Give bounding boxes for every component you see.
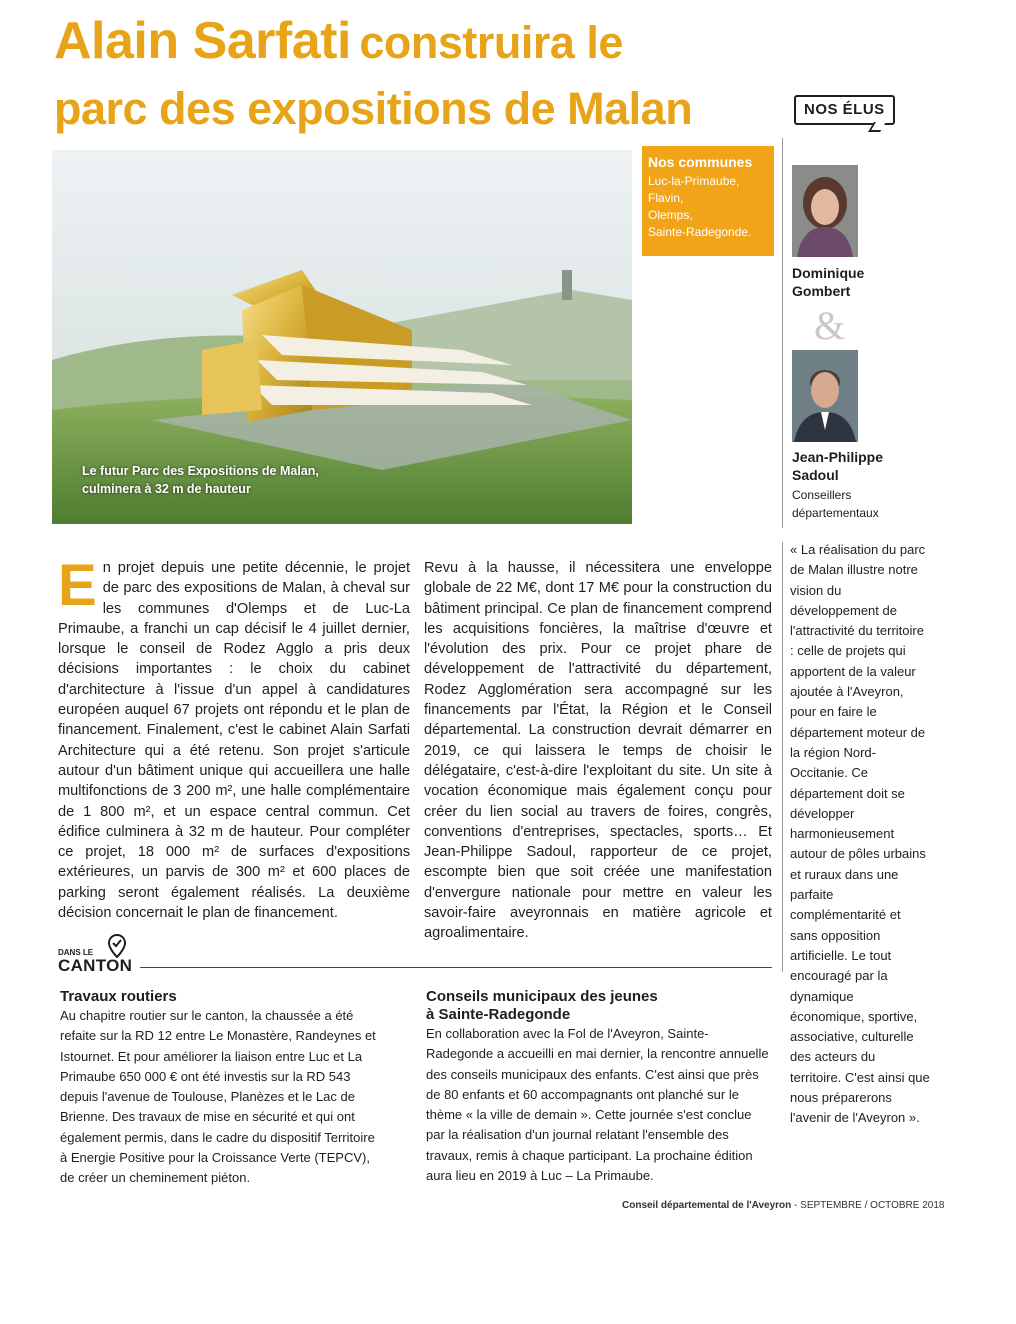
elu-name-1: Dominique Gombert: [792, 265, 865, 299]
canton-divider: [140, 967, 772, 968]
footer-date: - SEPTEMBRE / OCTOBRE 2018: [791, 1200, 945, 1211]
column-divider: [782, 138, 783, 528]
elus-quote: « La réalisation du parc de Malan illustre notre vision du développement de l'attractivité du territoire : celle de projets qui apportent de la valeur ajoutée à l'Aveyron, pour en faire le département moteur de la région Nord-Occitanie. Ce département doit se développer harmonieusement autour de pôles urbains et ruraux dans une parfaite complémentarité et sans opposition artificielle. Le tout encouragé par la dynamique économique, sportive, associative, culturelle des acteurs du territoire. C'est ainsi que nous préparerons l'avenir de l'Aveyron ».: [790, 542, 930, 1126]
travaux-title: Travaux routiers: [60, 988, 177, 1005]
headline-name: Alain Sarfati: [54, 12, 351, 70]
commune-item: Flavin,: [648, 191, 684, 205]
canton-logo: [58, 934, 138, 978]
column-divider: [782, 542, 783, 972]
headline-line2: parc des expositions de Malan: [54, 83, 693, 134]
commune-item: Luc-la-Primaube,: [648, 174, 740, 188]
canton-dans-le: DANS LE: [58, 948, 94, 957]
article-text-1: n projet depuis une petite décennie, le projet de parc des expositions de Malan, à cheval sur les communes d'Olemps et de Luc-La Primaube, a franchi un cap décisif le 4 juillet dernier, lorsque le conseil de Rodez Agglo a pris deux décisions importantes : le choix du cabinet d'architecture à l'issue d'un appel à candidatures européen auquel 67 projets ont répondu et le plan de financement. Finalement, c'est le cabinet Alain Sarfati Architecture qui a été retenu. Son projet s'articule autour d'un bâtiment unique qui accueillera une halle multifonctions de 3 200 m², une halle complémentaire de 1 800 m², et un espace central commun. Cet édifice culminera à 32 m de hauteur. Pour compléter ce projet, 18 000 m² de surfaces d'expositions extérieures, un parvis de 300 m² et 600 places de parking seront également réalisés. La deuxième décision concernait le plan de financement.: [58, 560, 410, 922]
communes-heading: Nos communes: [648, 154, 753, 170]
elus-role: Conseillers départementaux: [792, 488, 879, 520]
location-pin-icon: [108, 934, 126, 958]
speech-bubble-tail-icon: [868, 122, 886, 132]
page-footer: [622, 1200, 944, 1211]
commune-item: Olemps,: [648, 208, 693, 222]
elu-name-2: Jean-Philippe Sadoul: [792, 449, 884, 483]
headline-verb: construira le: [359, 17, 623, 68]
photo-caption: Le futur Parc des Expositions de Malan, culminera à 32 m de hauteur: [82, 464, 319, 496]
article-column-2: Revu à la hausse, il nécessitera une enveloppe globale de 22 M€, dont 17 M€ pour la construction du bâtiment principal. Ce plan de financement comprend les acquisitions foncières, la maîtrise d'œuvre et l'évolution des prix. Pour ce projet phare de développement de l'attractivité du département, Rodez Agglomération sera accompagné sur les financements par l'État, la Région et le Conseil départemental. La construction devrait démarrer en 2019, ce qui laissera le temps de choisir le délégataire, c'est-à-dire l'exploitant du site. Un site à vocation économique mais également conçu pour créer du lien social au travers de foires, congrès, conventions d'entreprises, spectacles, sports… Et Jean-Philippe Sadoul, rapporteur de ce projet, escompte bien que soit créée une manifestation d'envergure nationale pour mettre en valeur les savoir-faire aveyronnais en matière agricole et agroalimentaire.: [424, 560, 772, 942]
footer-source: Conseil départemental de l'Aveyron: [622, 1200, 792, 1211]
commune-item: Sainte-Radegonde.: [648, 225, 752, 239]
architect-rendering-photo: [52, 150, 632, 524]
portrait-jean-philippe-sadoul: [792, 350, 858, 442]
communes-box: [642, 146, 774, 256]
travaux-text: Au chapitre routier sur le canton, la chaussée a été refaite sur la RD 12 entre Le Monastère, Randeynes et Istournet. Et pour améliorer la liaison entre Luc et La Primaube 650 000 € ont été investis sur la RD 543 depuis l'avenue de Toulouse, Planèzes et le Lac de Brienne. Des travaux de mise en sécurité et qui ont également permis, dans le cadre du dispositif Territoire à Energie Positive pour la Croissance Verte (TEPCV), de créer un cheminement piéton.: [60, 1008, 376, 1186]
article-column-1: [58, 553, 410, 923]
ampersand: &: [814, 303, 846, 348]
dropcap: E: [58, 553, 97, 618]
headline: [54, 10, 794, 140]
conseils-title: Conseils municipaux des jeunes à Sainte-Radegonde: [426, 988, 658, 1023]
canton-label: CANTON: [58, 956, 133, 975]
nos-elus-label: NOS ÉLUS: [804, 101, 885, 118]
portrait-dominique-gombert: [792, 165, 858, 257]
nos-elus-tag: [794, 95, 895, 125]
conseils-text: En collaboration avec la Fol de l'Aveyron, Sainte-Radegonde a accueilli en mai dernier, la rencontre annuelle des conseils municipaux des enfants. C'est ainsi que près de 80 enfants et 60 accompagnants ont planché sur le thème « la ville de demain ». Cette journée s'est conclue par la réalisation d'un journal relatant l'ensemble des travaux, remis à chaque participant. La prochaine édition aura lieu en 2019 à Luc – La Primaube.: [426, 1026, 769, 1184]
